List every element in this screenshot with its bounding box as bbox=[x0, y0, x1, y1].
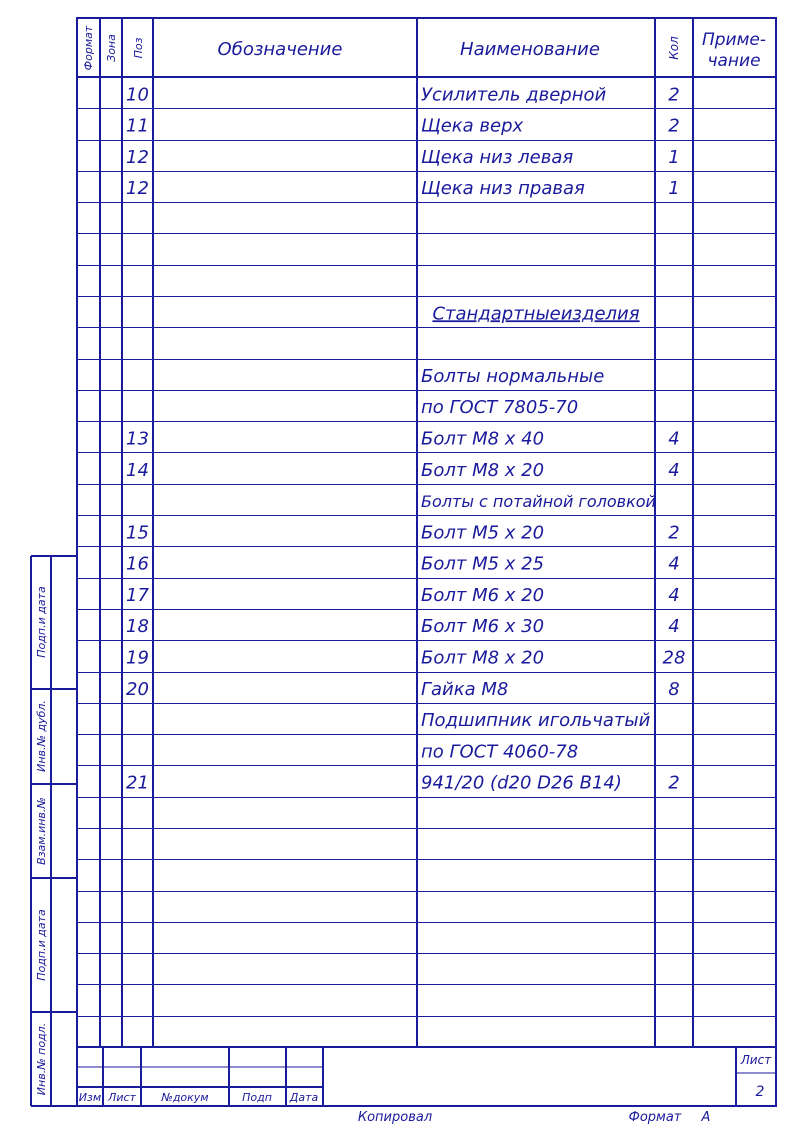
header-name: Наименование bbox=[460, 39, 600, 60]
row-name: Болт М6 х 30 bbox=[421, 616, 545, 638]
sheet-label: Лист bbox=[740, 1053, 772, 1067]
header-note-line2: чание bbox=[707, 51, 761, 71]
column-lines bbox=[100, 18, 693, 1047]
table-row bbox=[421, 741, 578, 762]
row-qty: 8 bbox=[668, 678, 680, 700]
row-name: Болты нормальные bbox=[421, 365, 605, 387]
row-name: Болты с потайной головкой bbox=[421, 492, 656, 512]
row-name: Усилитель дверной bbox=[421, 84, 607, 106]
footer-copied: Копировал bbox=[357, 1110, 433, 1125]
row-qty: 4 bbox=[668, 616, 680, 638]
header-zone: Зона bbox=[105, 34, 118, 62]
row-pos: 15 bbox=[126, 522, 149, 544]
row-name: по ГОСТ 7805-70 bbox=[421, 397, 579, 419]
row-name: Болт М5 х 20 bbox=[421, 522, 545, 544]
row-pos: 20 bbox=[126, 678, 149, 700]
sheet-number: 2 bbox=[755, 1084, 765, 1100]
table-row bbox=[126, 147, 680, 168]
table-row bbox=[126, 648, 685, 669]
header-pos: Поз bbox=[132, 37, 145, 59]
table-row bbox=[126, 616, 680, 637]
row-pos: 12 bbox=[126, 178, 149, 200]
table-row bbox=[421, 492, 656, 511]
row-qty: 2 bbox=[668, 522, 680, 544]
table-row bbox=[126, 585, 680, 606]
table-header bbox=[82, 25, 766, 71]
row-pos: 11 bbox=[126, 115, 149, 137]
side-label-dup-inv: Инв.№ дубл. bbox=[35, 700, 48, 772]
row-qty: 2 bbox=[668, 84, 680, 106]
row-pos: 17 bbox=[126, 584, 149, 606]
row-name: Щека низ правая bbox=[421, 178, 585, 200]
table-row bbox=[432, 303, 639, 324]
section-heading: Стандартныеизделия bbox=[432, 303, 640, 325]
table-row bbox=[126, 460, 680, 481]
table-row bbox=[126, 522, 680, 543]
row-qty: 4 bbox=[668, 584, 680, 606]
header-note-line1: Приме- bbox=[701, 30, 767, 50]
side-strip bbox=[31, 556, 77, 1106]
row-qty: 2 bbox=[668, 772, 680, 794]
table-row bbox=[126, 554, 680, 575]
row-qty: 4 bbox=[668, 428, 680, 450]
row-pos: 16 bbox=[126, 553, 149, 575]
side-label-sign-date-2: Подп.и дата bbox=[35, 909, 48, 981]
footer-format-value: А bbox=[701, 1110, 711, 1125]
row-pos: 19 bbox=[126, 647, 149, 669]
row-name: Болт М8 х 20 bbox=[421, 459, 545, 481]
title-list: Лист bbox=[108, 1091, 136, 1104]
row-qty: 4 bbox=[668, 459, 680, 481]
title-date: Дата bbox=[289, 1091, 319, 1104]
table-row bbox=[421, 366, 604, 387]
row-pos: 10 bbox=[126, 84, 149, 106]
footer bbox=[358, 1110, 711, 1125]
row-name: 941/20 (d20 D26 B14) bbox=[421, 772, 622, 794]
row-qty: 4 bbox=[668, 553, 680, 575]
row-name: Щека верх bbox=[421, 115, 524, 137]
header-designation: Обозначение bbox=[217, 39, 343, 60]
row-qty: 28 bbox=[662, 647, 686, 669]
table-row bbox=[126, 84, 680, 105]
title-doc-no: №докум bbox=[161, 1091, 209, 1104]
row-pos: 18 bbox=[126, 616, 149, 638]
table-row bbox=[126, 679, 680, 700]
title-sign: Подп bbox=[242, 1091, 272, 1104]
row-qty: 1 bbox=[668, 178, 680, 200]
row-pos: 12 bbox=[126, 146, 149, 168]
row-pos: 21 bbox=[126, 772, 149, 794]
header-format: Формат bbox=[82, 25, 95, 71]
side-label-repl-inv: Взам.инв.№ bbox=[35, 797, 48, 865]
table-row bbox=[126, 116, 680, 137]
title-block bbox=[77, 1047, 776, 1106]
table-row bbox=[421, 397, 578, 418]
row-name: Болт М6 х 20 bbox=[421, 584, 545, 606]
row-pos: 13 bbox=[126, 428, 149, 450]
title-izm: Изм bbox=[78, 1091, 102, 1104]
table-row bbox=[126, 773, 680, 794]
row-name: Щека низ левая bbox=[421, 146, 574, 168]
row-name: Гайка М8 bbox=[421, 678, 509, 700]
side-label-orig-inv: Инв.№ подл. bbox=[35, 1022, 48, 1096]
table-row bbox=[126, 428, 680, 449]
row-name: по ГОСТ 4060-78 bbox=[421, 741, 579, 763]
footer-format-label: Формат bbox=[628, 1110, 682, 1125]
row-qty: 2 bbox=[668, 115, 680, 137]
row-pos: 14 bbox=[126, 459, 149, 481]
table-row bbox=[126, 178, 680, 199]
row-qty: 1 bbox=[668, 146, 680, 168]
row-name: Болт М8 х 40 bbox=[421, 428, 545, 450]
table-row bbox=[421, 710, 651, 731]
row-name: Подшипник игольчатый bbox=[421, 710, 651, 732]
row-name: Болт М5 х 25 bbox=[421, 553, 545, 575]
header-qty: Кол bbox=[667, 36, 681, 60]
side-label-sign-date-1: Подп.и дата bbox=[35, 586, 48, 658]
spec-table-body bbox=[126, 84, 685, 793]
row-name: Болт М8 х 20 bbox=[421, 647, 545, 669]
